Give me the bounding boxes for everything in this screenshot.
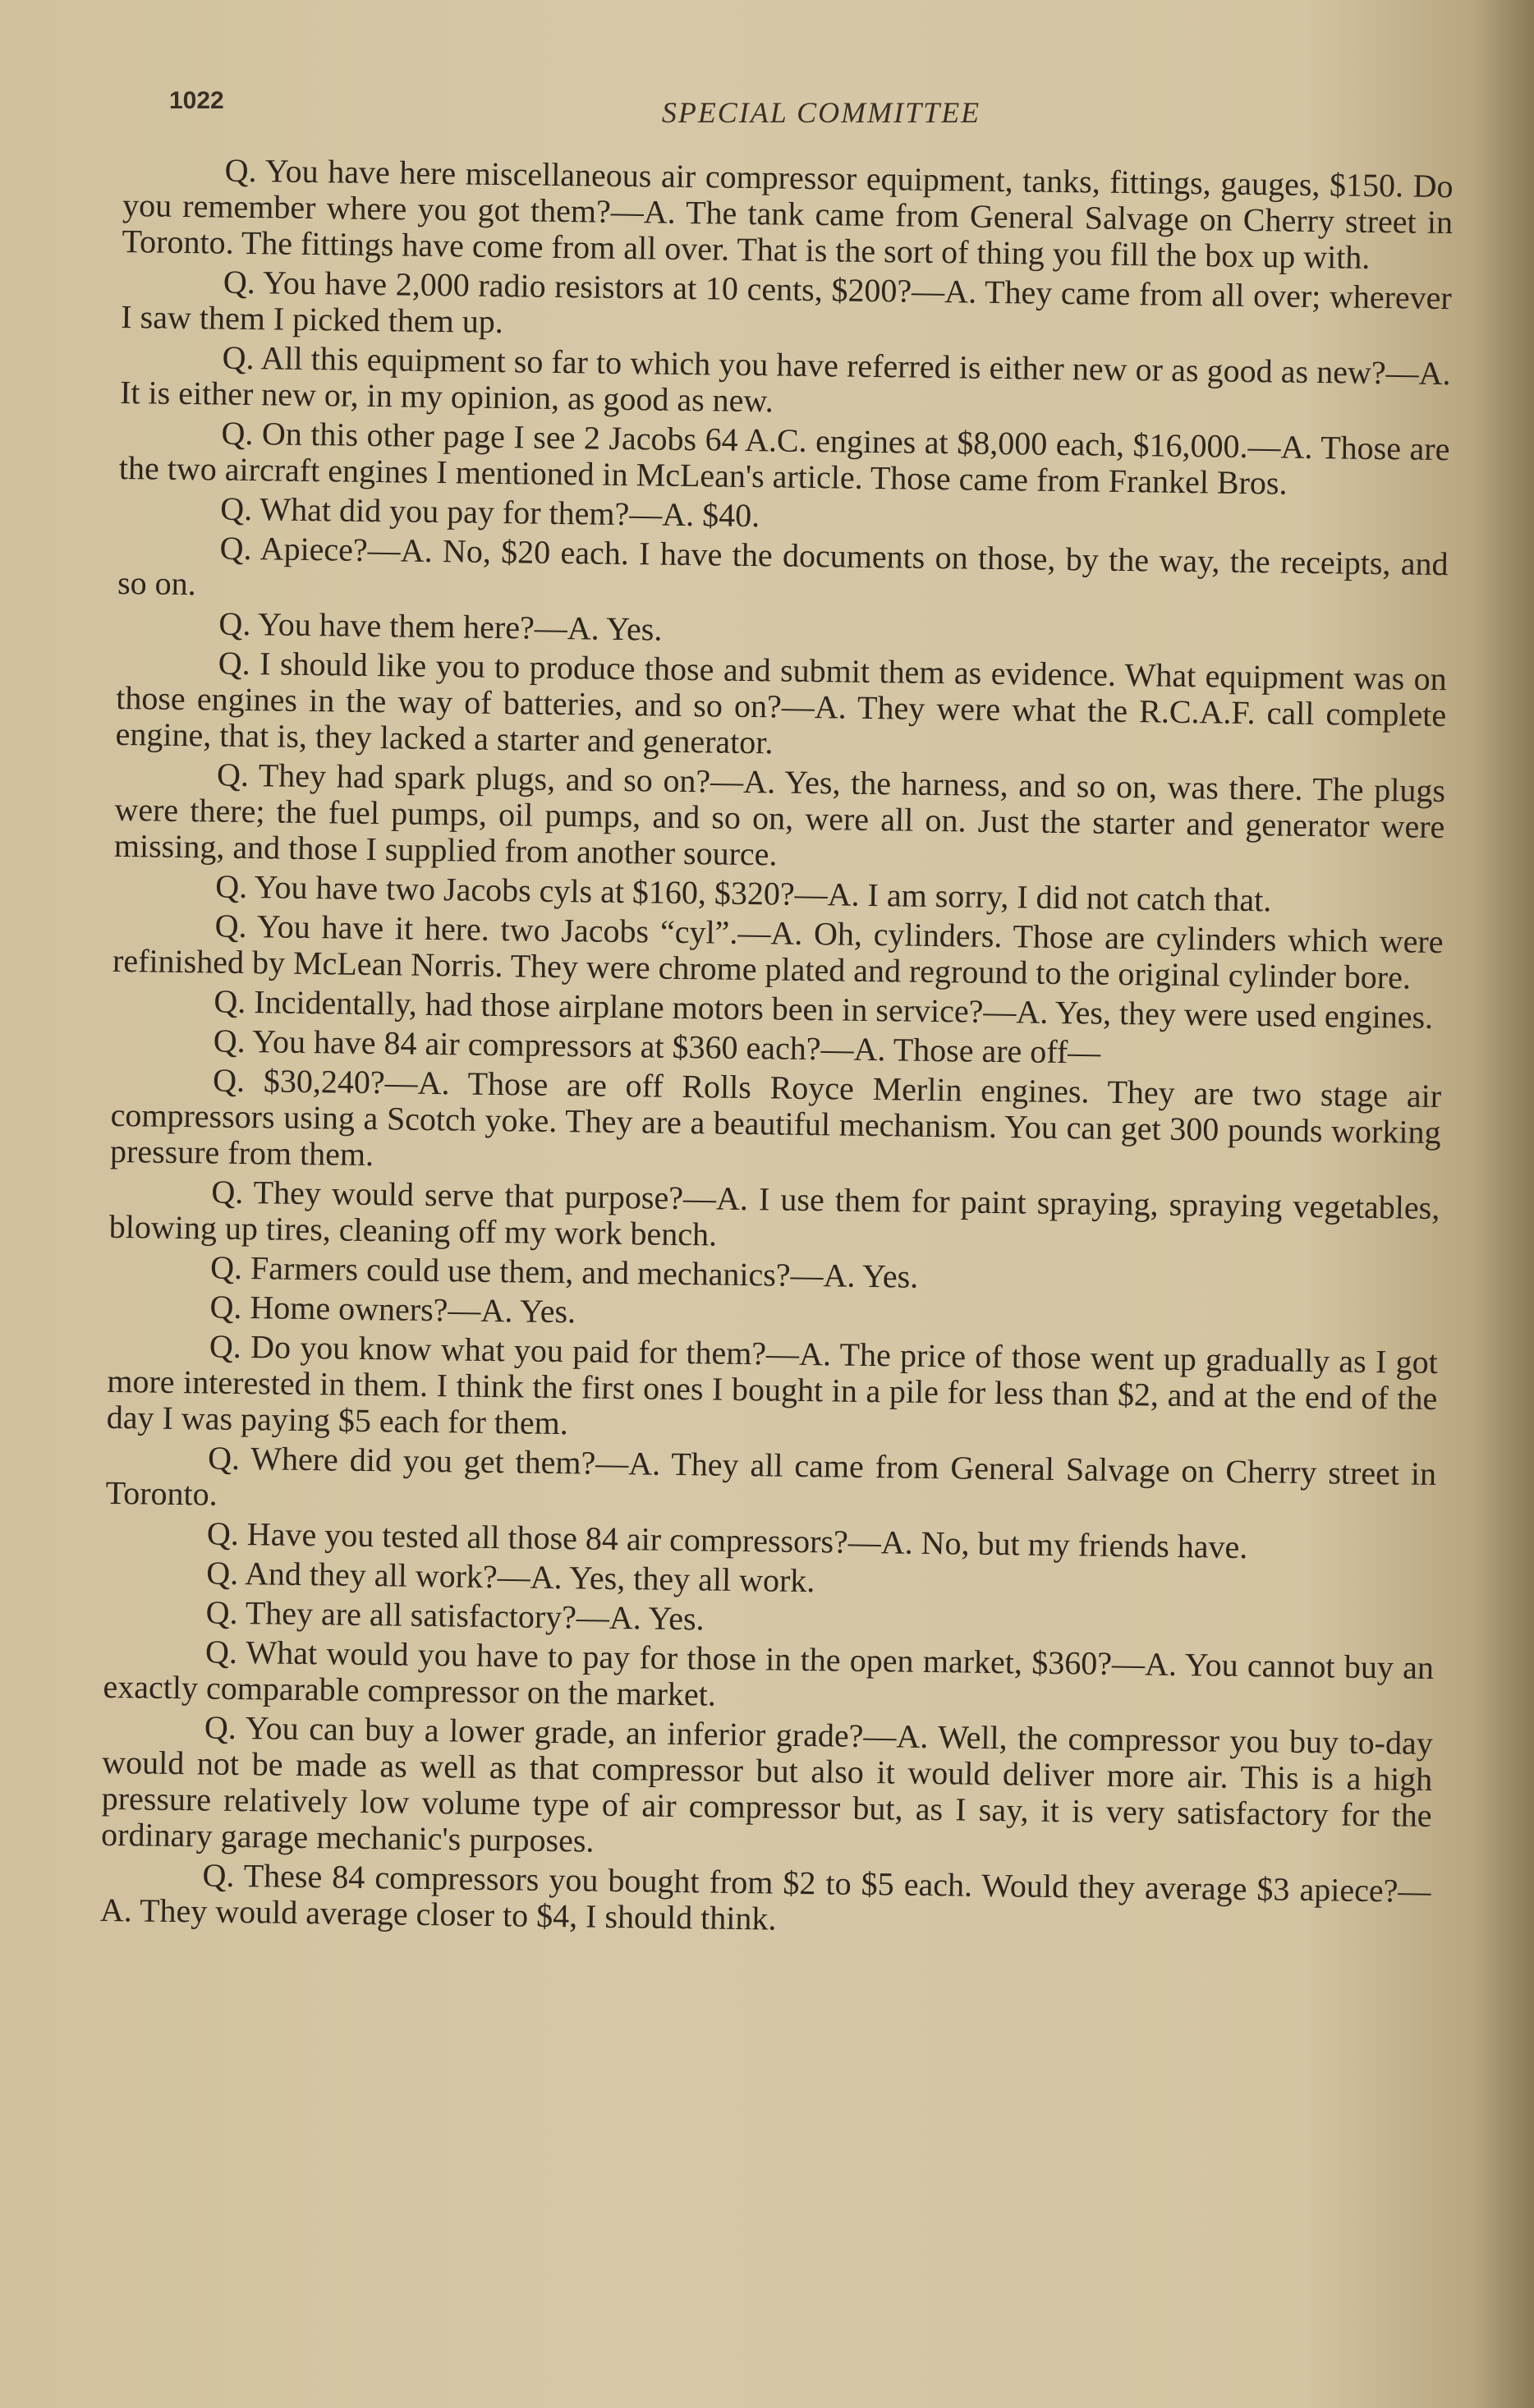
paragraph: Q. You have it here. two Jacobs “cyl”.—A. Oh, cylinders. Those are cylinders which were refinished by McLean Norris. They were chrome plated and reground to the original cylinder bore.: [112, 907, 1444, 996]
paragraph: Q. They had spark plugs, and so on?—A. Yes, the harness, and so on, was there. The plugs were there; the fuel pumps, oil pumps, and so on, were all on. Just the starter and generator were missing, and those I supplied from another source.: [113, 756, 1446, 873]
paragraph: Q. Have you tested all those 84 air compressors?—A. No, but my friends have.: [206, 1514, 1248, 1566]
paragraph: Q. They are all satisfactory?—A. Yes.: [205, 1593, 705, 1638]
paragraph: Q. These 84 compressors you bought from $2 to $5 each. Would they average $3 apiece?—A. They would average closer to $4, I should think.: [99, 1856, 1431, 1937]
paragraph: Q. What did you pay for them?—A. $40.: [220, 489, 760, 535]
paragraph: Q. What would you have to pay for those in the open market, $360?—A. You cannot buy an exactly comparable compressor on the market.: [103, 1633, 1435, 1713]
paragraph: Q. Incidentally, had those airplane motors been in service?—A. Yes, they were used engines.: [214, 982, 1434, 1036]
paragraph: Q. You have here miscellaneous air compressor equipment, tanks, fittings, gauges, $150. Do you remember where you got them?—A. The tank came from General Salvage on Cherry street in Toronto. The fittings have come from all over. That is the sort of thing you fill the box up with.: [122, 151, 1454, 276]
paragraph: Q. Do you know what you paid for them?—A. The price of those went up gradually as I got more interested in them. I think the first ones I bought in a pile for less than $2, and at the end of the day I was paying $5 each for them.: [106, 1327, 1439, 1442]
paragraph: Q. And they all work?—A. Yes, they all work.: [206, 1554, 815, 1600]
paragraph: Q. On this other page I see 2 Jacobs 64 A.C. engines at $8,000 each, $16,000.—A. Those are the two aircraft engines I mentioned in McLean's article. Those came from Frankel Bros.: [118, 414, 1450, 502]
paragraph: Q. Apiece?—A. No, $20 each. I have the documents on those, by the way, the receipts, and so on.: [117, 529, 1449, 603]
paragraph: Q. You have 84 air compressors at $360 each?—A. Those are off—: [213, 1022, 1101, 1071]
paragraph: Q. You have them here?—A. Yes.: [218, 604, 663, 648]
paragraph: Q. You have two Jacobs cyls at $160, $320?—A. I am sorry, I did not catch that.: [214, 867, 1272, 919]
paragraph: Q. Home owners?—A. Yes.: [209, 1288, 576, 1330]
paragraph: Q. They would serve that purpose?—A. I use them for paint spraying, spraying vegetables, blowing up tires, cleaning off my work bench.: [108, 1173, 1440, 1253]
paragraph: Q. All this equipment so far to which you have referred is either new or as good as new?—A. It is either new or, in my opinion, as good as new.: [119, 338, 1451, 420]
paragraph: Q. $30,240?—A. Those are off Rolls Royce Merlin engines. They are two stage air compressors using a Scotch yoke. They are a beautiful mechanism. You can get 300 pounds working pressure from them.: [109, 1061, 1442, 1174]
paragraph: Q. I should like you to produce those and submit them as evidence. What equipment was on those engines in the way of batteries, and so on?—A. They were what the R.C.A.F. call complete engine, that is, they lacked a starter and generator.: [115, 644, 1448, 761]
paragraph: Q. You have 2,000 radio resistors at 10 cents, $200?—A. They came from all over; wherever I saw them I picked them up.: [121, 263, 1453, 341]
testimony-body: [100, 151, 1454, 1949]
paragraph: Q. Farmers could use them, and mechanics?—A. Yes.: [209, 1248, 919, 1295]
running-title: SPECIAL COMMITTEE: [661, 96, 981, 129]
paragraph: Q. You can buy a lower grade, an inferior grade?—A. Well, the compressor you buy to-day would not be made as well as that compressor but also it would deliver more air. This is a high pressure relatively low volume type of air compressor but, as I say, it is very satisfactory for the ordinary garage mechanic's purposes.: [100, 1708, 1434, 1859]
paragraph: Q. Where did you get them?—A. They all came from General Salvage on Cherry street in Toronto.: [105, 1439, 1437, 1513]
page-number: 1022: [169, 87, 224, 114]
